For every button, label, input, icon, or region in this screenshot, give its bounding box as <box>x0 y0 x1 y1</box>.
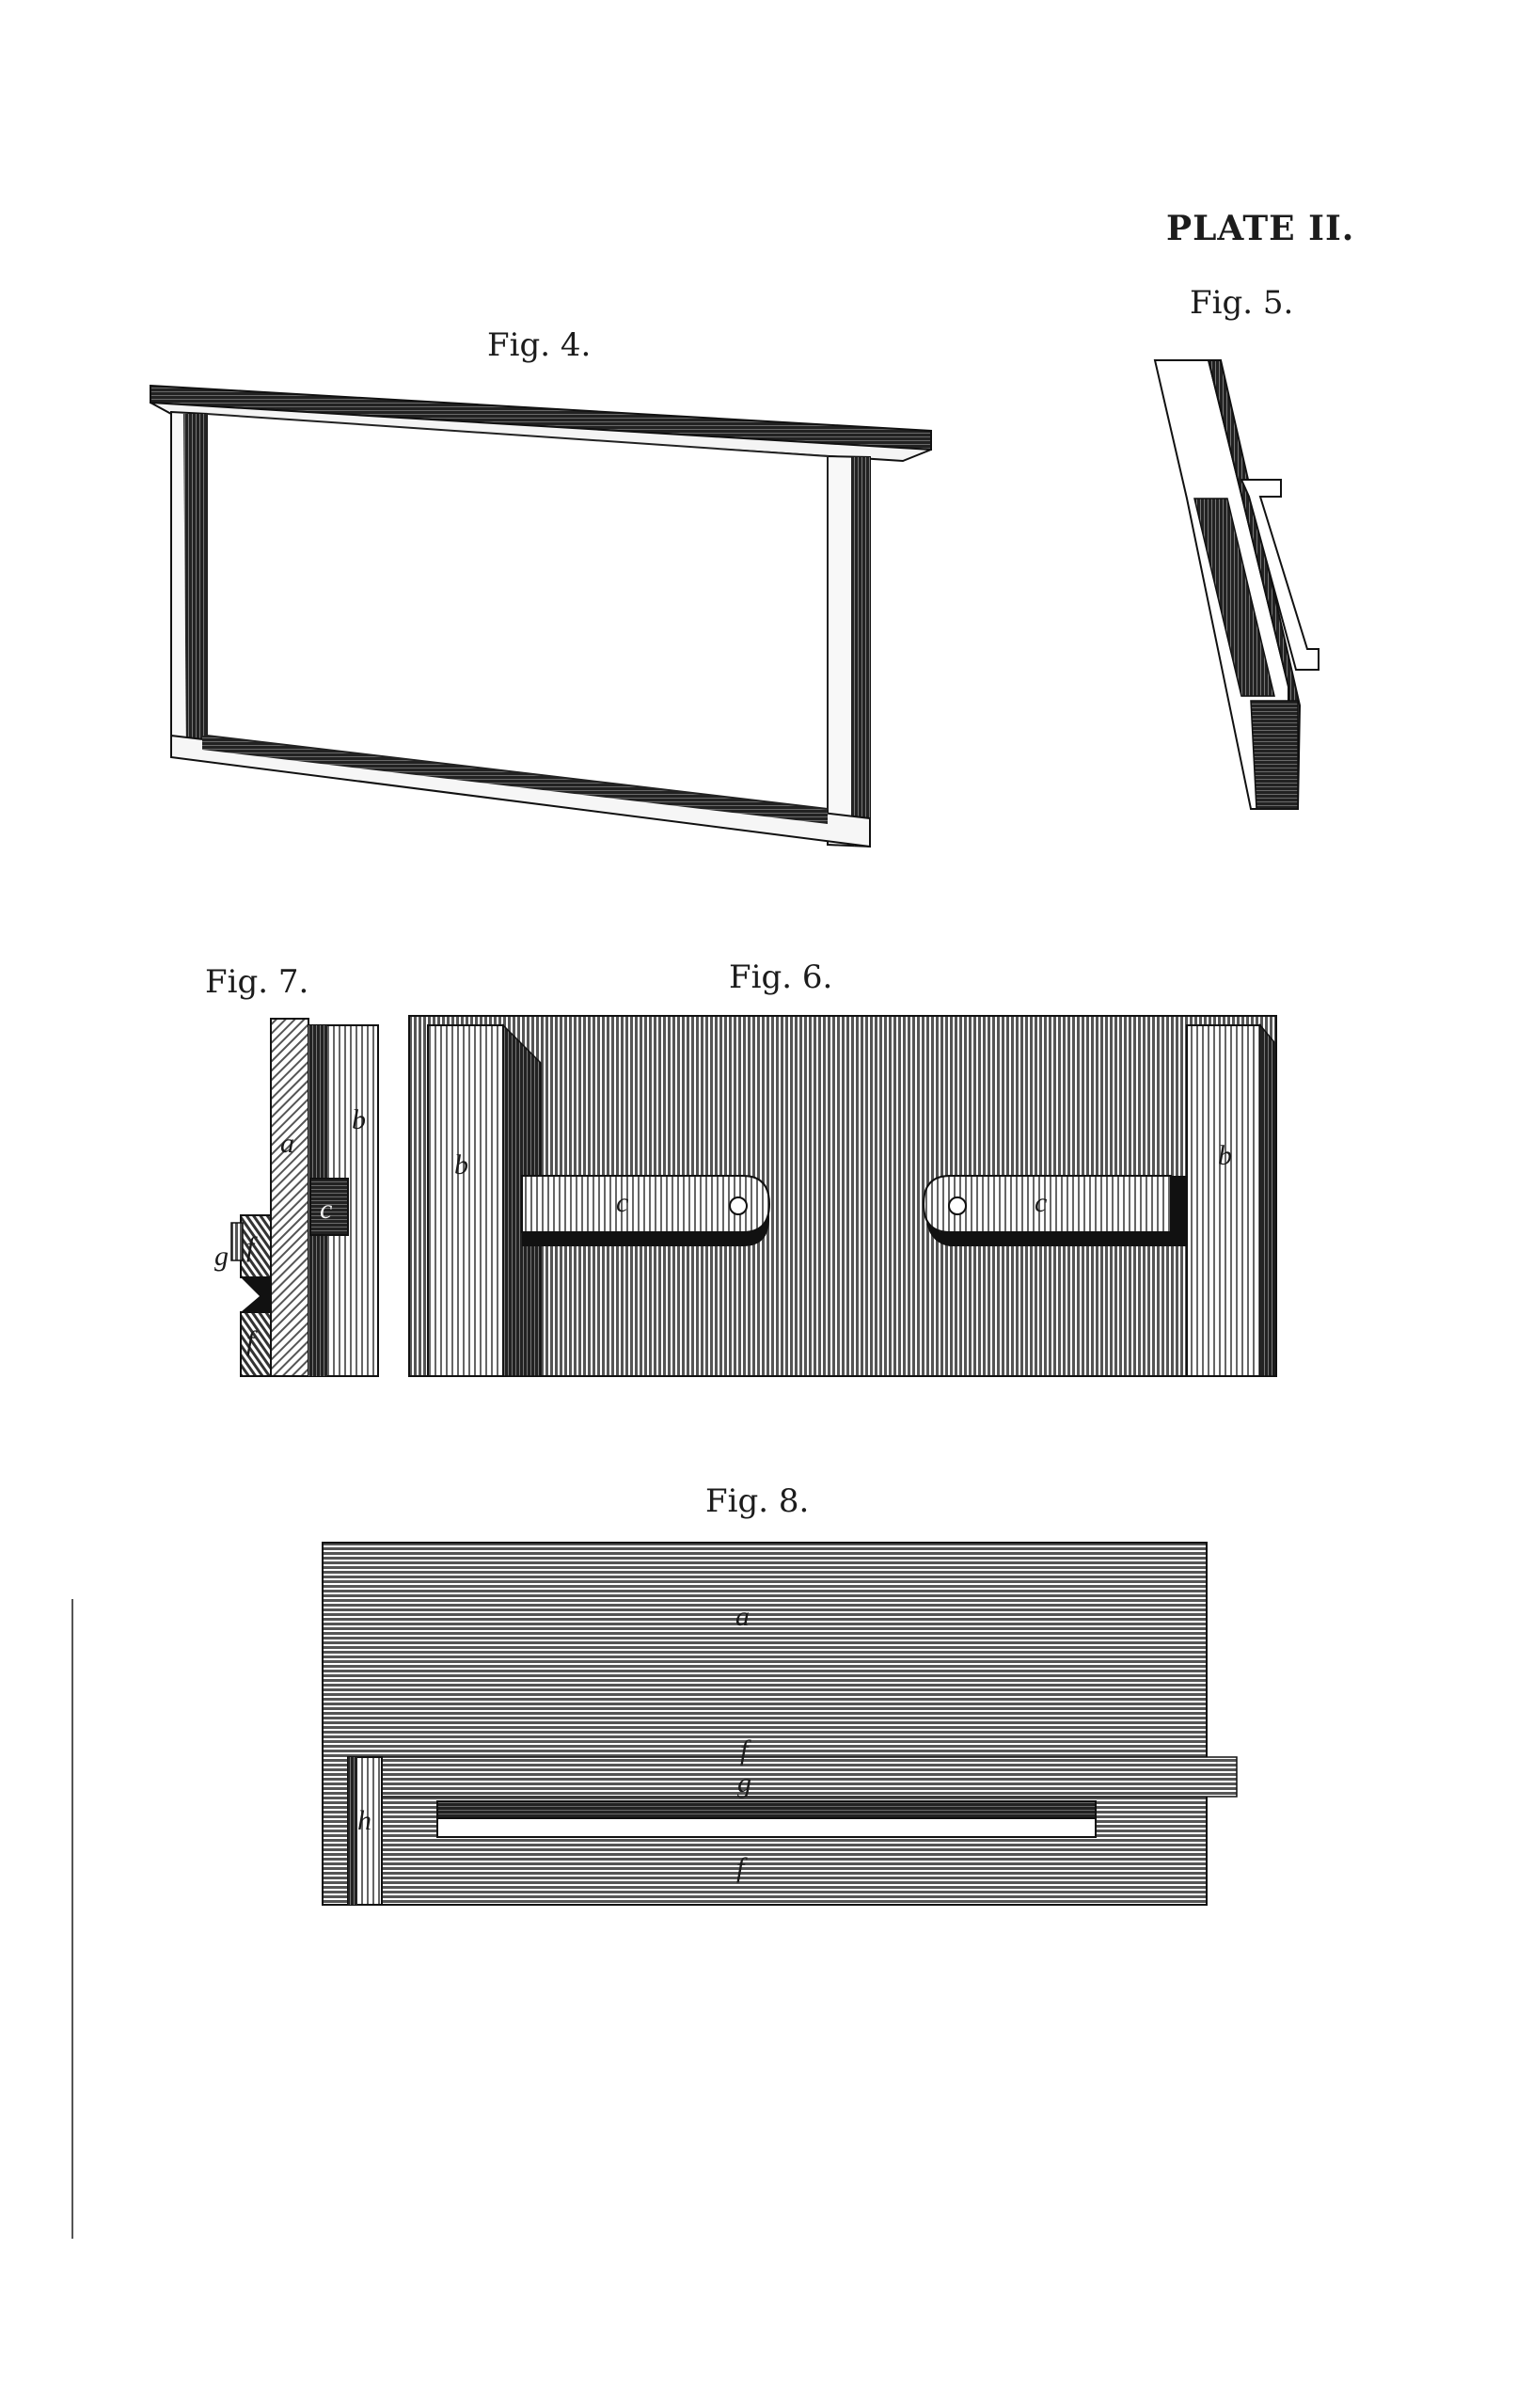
fig7-label-f-top: f <box>246 1231 255 1262</box>
plate-title: PLATE II. <box>1166 209 1355 248</box>
fig6-label-c-right: c <box>1035 1187 1048 1218</box>
fig7-label-a: a <box>280 1128 294 1159</box>
fig4-caption: Fig. 4. <box>487 326 592 364</box>
fig8-label-f-top: f <box>740 1735 749 1766</box>
fig6-label-c-left: c <box>616 1187 629 1218</box>
section-illustration <box>214 1019 378 1376</box>
fig8-caption: Fig. 8. <box>705 1482 810 1520</box>
board-illustration <box>409 1016 1276 1376</box>
frame-illustration <box>150 386 931 847</box>
fig8-label-f-bottom: f <box>736 1852 745 1883</box>
fig7-caption: Fig. 7. <box>205 963 309 1001</box>
fig5-caption: Fig. 5. <box>1190 284 1294 322</box>
fig7-label-f-bottom: f <box>246 1325 255 1356</box>
frame-end-illustration <box>1155 360 1319 809</box>
fig6-label-b-left: b <box>454 1149 468 1180</box>
fig8-label-h: h <box>357 1805 371 1836</box>
fig7-label-b: b <box>352 1104 366 1135</box>
fig8-label-g: g <box>737 1767 751 1798</box>
fig7-label-c: c <box>320 1194 333 1225</box>
fig6-caption: Fig. 6. <box>729 958 833 996</box>
fig6-label-b-right: b <box>1218 1140 1232 1171</box>
fig7-label-g: g <box>214 1241 229 1272</box>
fig8-label-a: a <box>735 1601 750 1632</box>
slide-illustration <box>323 1543 1237 1905</box>
